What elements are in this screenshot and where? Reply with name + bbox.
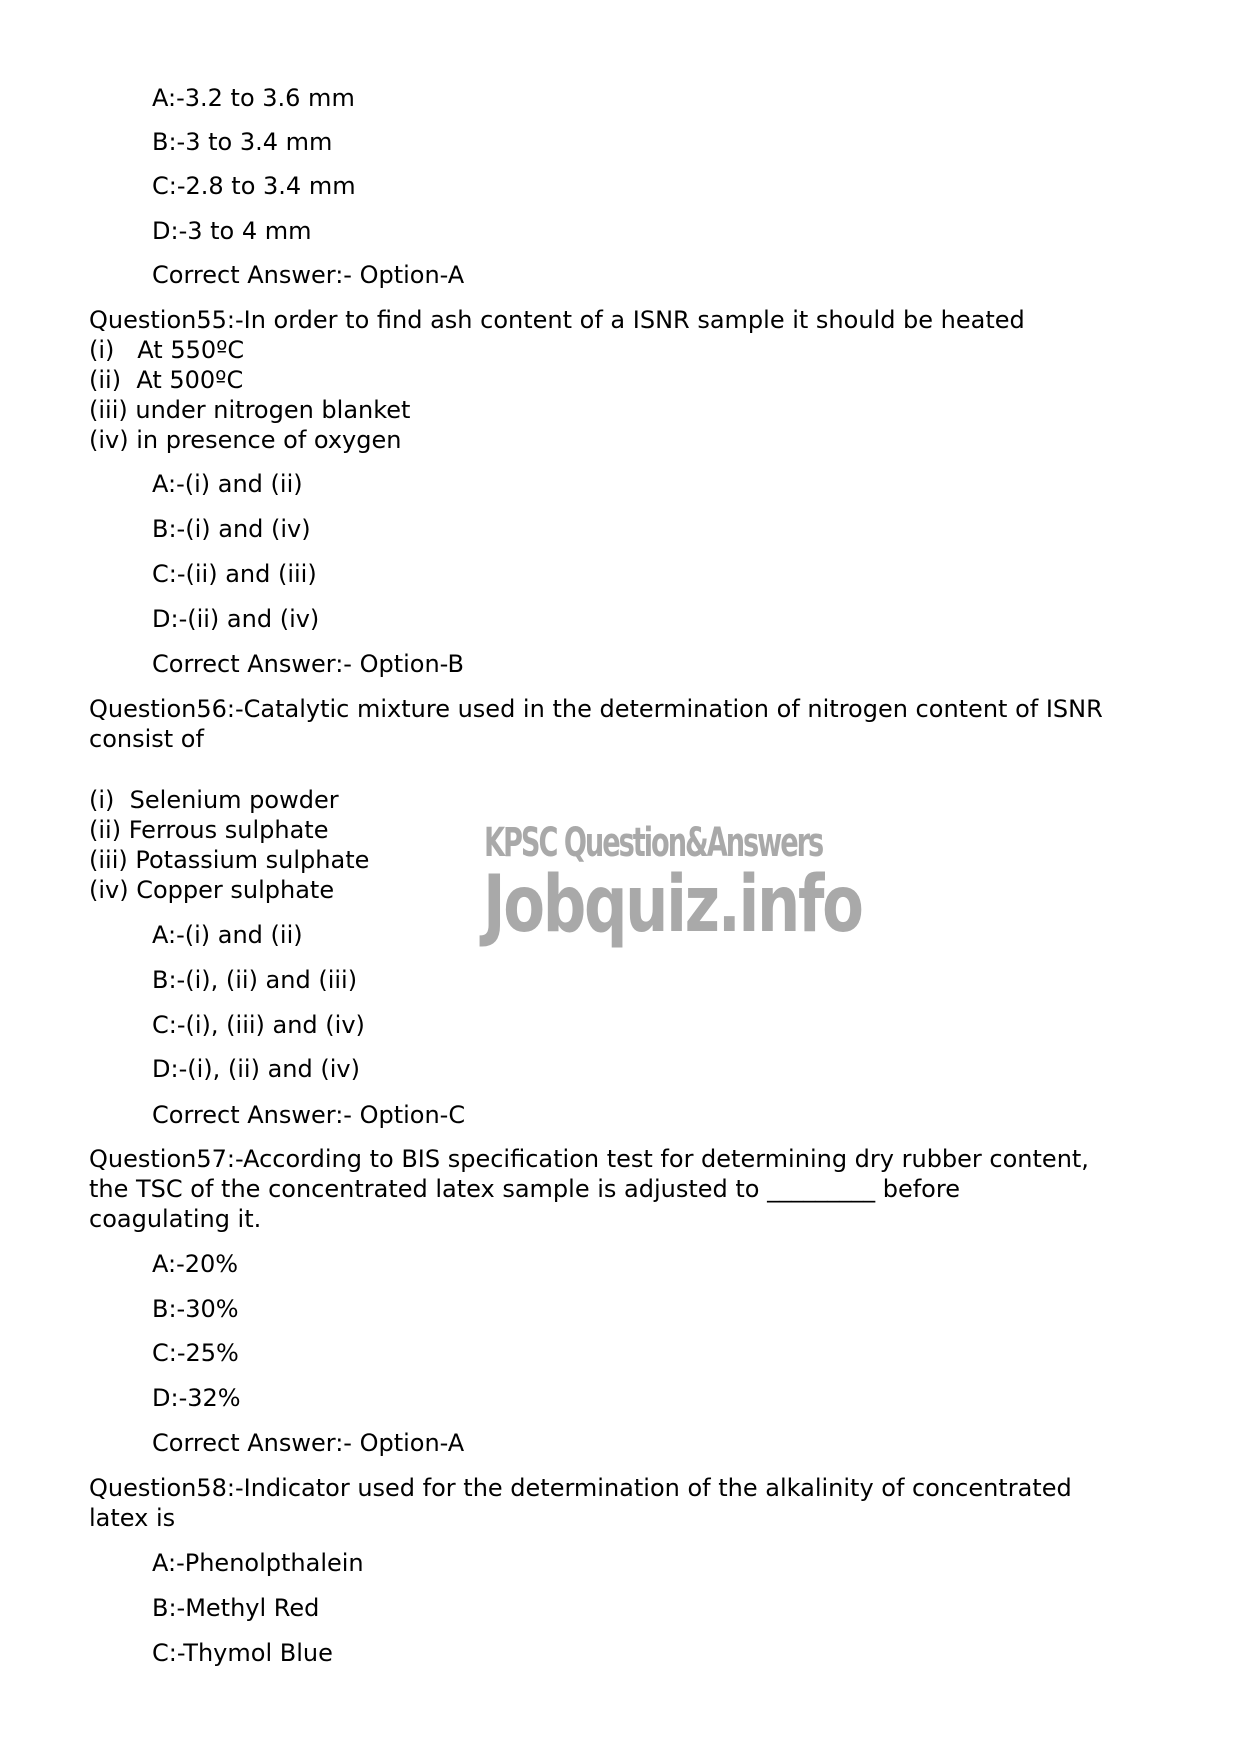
q55-option-b: B:-(i) and (iv) <box>152 515 311 543</box>
option-d: D:-3 to 4 mm <box>152 217 312 245</box>
q55-item-i: (i) At 550ºC <box>89 336 245 364</box>
q55-correct-answer: Correct Answer:- Option-B <box>152 650 464 678</box>
question-56-text-line1: Question56:-Catalytic mixture used in the determination of nitrogen content of ISNR <box>89 695 1103 723</box>
option-a: A:-3.2 to 3.6 mm <box>152 84 355 112</box>
question-57-text-line2: the TSC of the concentrated latex sample is adjusted to _________ before <box>89 1175 960 1203</box>
question-57-text-line3: coagulating it. <box>89 1205 262 1233</box>
q57-option-c: C:-25% <box>152 1339 239 1367</box>
question-57-text-line1: Question57:-According to BIS specification test for determining dry rubber content, <box>89 1145 1089 1173</box>
q56-item-i: (i) Selenium powder <box>89 786 339 814</box>
q57-option-d: D:-32% <box>152 1384 241 1412</box>
q55-item-iii: (iii) under nitrogen blanket <box>89 396 411 424</box>
question-55-text: Question55:-In order to find ash content of a ISNR sample it should be heated <box>89 306 1025 334</box>
q55-option-a: A:-(i) and (ii) <box>152 470 303 498</box>
q57-correct-answer: Correct Answer:- Option-A <box>152 1429 465 1457</box>
q56-option-a: A:-(i) and (ii) <box>152 921 303 949</box>
q55-item-ii: (ii) At 500ºC <box>89 366 244 394</box>
watermark-line1: KPSC Question&Answers <box>484 820 823 866</box>
q55-option-c: C:-(ii) and (iii) <box>152 560 317 588</box>
q58-option-c: C:-Thymol Blue <box>152 1639 333 1667</box>
q57-option-b: B:-30% <box>152 1295 239 1323</box>
question-56-text-line2: consist of <box>89 725 204 753</box>
question-58-text-line1: Question58:-Indicator used for the determination of the alkalinity of concentrated <box>89 1474 1072 1502</box>
q56-option-d: D:-(i), (ii) and (iv) <box>152 1055 360 1083</box>
q56-item-ii: (ii) Ferrous sulphate <box>89 816 329 844</box>
q56-option-c: C:-(i), (iii) and (iv) <box>152 1011 365 1039</box>
watermark-line2: Jobquiz.info <box>483 860 862 950</box>
option-b: B:-3 to 3.4 mm <box>152 128 333 156</box>
question-58-text-line2: latex is <box>89 1504 176 1532</box>
q56-correct-answer: Correct Answer:- Option-C <box>152 1101 466 1129</box>
correct-answer: Correct Answer:- Option-A <box>152 261 465 289</box>
q56-option-b: B:-(i), (ii) and (iii) <box>152 966 358 994</box>
q58-option-a: A:-Phenolpthalein <box>152 1549 364 1577</box>
q56-item-iii: (iii) Potassium sulphate <box>89 846 370 874</box>
q55-item-iv: (iv) in presence of oxygen <box>89 426 402 454</box>
q57-option-a: A:-20% <box>152 1250 239 1278</box>
q55-option-d: D:-(ii) and (iv) <box>152 605 320 633</box>
option-c: C:-2.8 to 3.4 mm <box>152 172 356 200</box>
q56-item-iv: (iv) Copper sulphate <box>89 876 335 904</box>
q58-option-b: B:-Methyl Red <box>152 1594 320 1622</box>
